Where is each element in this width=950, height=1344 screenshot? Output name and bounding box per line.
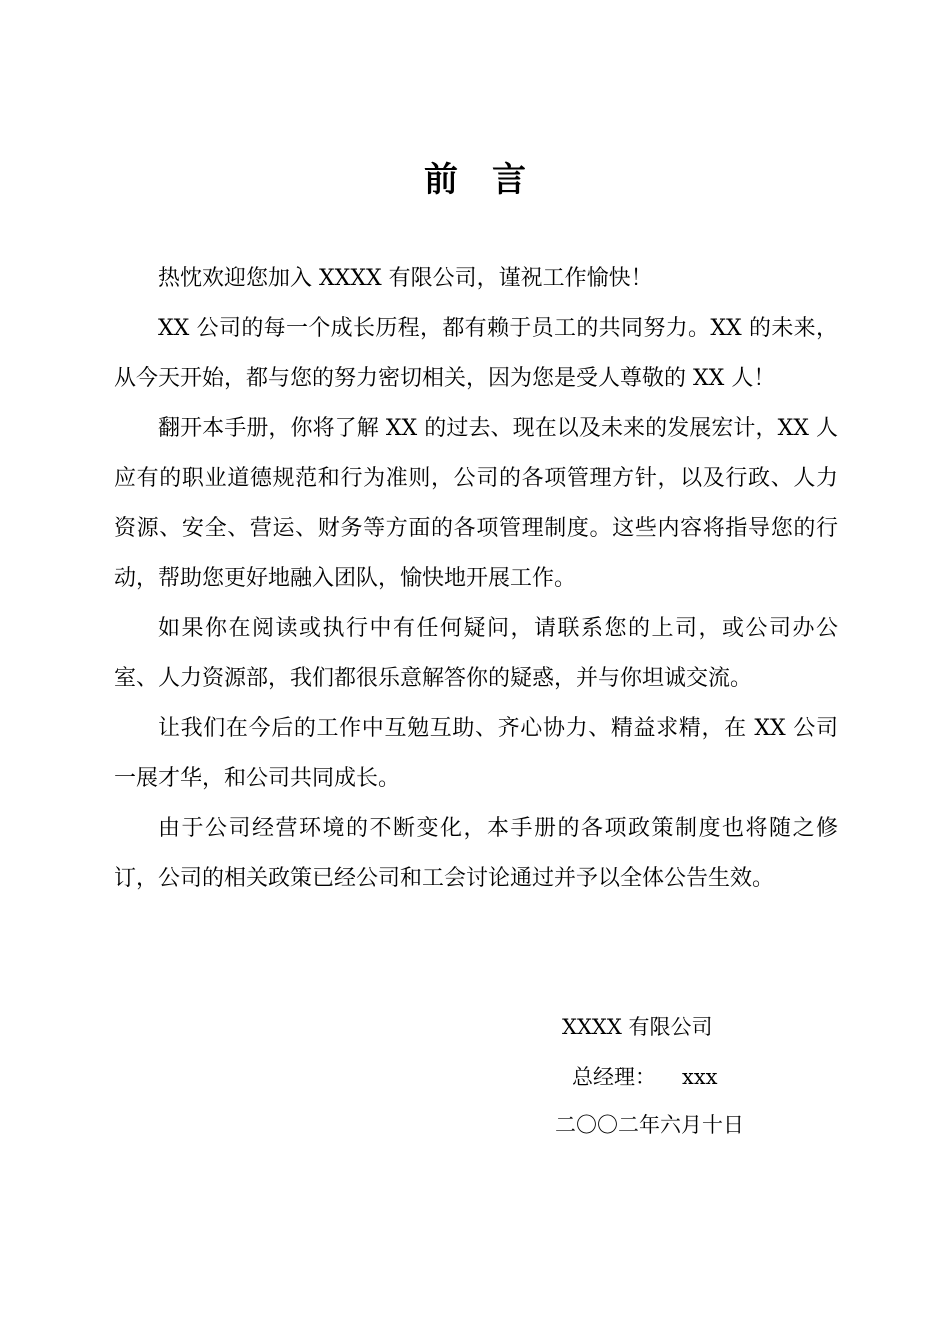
- signature-company: XXXX 有限公司: [562, 1015, 713, 1039]
- signature-general-manager: [572, 1052, 718, 1102]
- paragraph-questions: 如果你在阅读或执行中有任何疑问，请联系您的上司，或公司办公室、人力资源部，我们都很乐意解答你的疑惑，并与你坦诚交流。: [114, 616, 838, 691]
- page-title: 前言: [424, 160, 560, 200]
- paragraph-encouragement: 让我们在今后的工作中互勉互助、齐心协力、精益求精，在 XX 公司一展才华，和公司共同成长。: [114, 716, 838, 791]
- paragraph-growth: XX 公司的每一个成长历程，都有赖于员工的共同努力。XX 的未来，从今天开始，都与您的努力密切相关，因为您是受人尊敬的 XX 人！: [114, 316, 838, 391]
- preface-body: [114, 254, 838, 904]
- general-manager-name: xxx: [682, 1065, 718, 1089]
- paragraph-policy-revision: 由于公司经营环境的不断变化，本手册的各项政策制度也将随之修订，公司的相关政策已经公司和工会讨论通过并予以全体公告生效。: [114, 816, 838, 891]
- signature-date: 二〇〇二年六月十日: [555, 1113, 744, 1137]
- paragraph-handbook-overview: 翻开本手册，你将了解 XX 的过去、现在以及未来的发展宏计，XX 人应有的职业道德规范和行为准则，公司的各项管理方针，以及行政、人力资源、安全、营运、财务等方面的各项管理制度。这些内容将指导您的行动，帮助您更好地融入团队，愉快地开展工作。: [114, 416, 838, 591]
- general-manager-label: 总经理：: [572, 1065, 656, 1089]
- paragraph-welcome: 热忱欢迎您加入 XXXX 有限公司，谨祝工作愉快！: [158, 266, 653, 291]
